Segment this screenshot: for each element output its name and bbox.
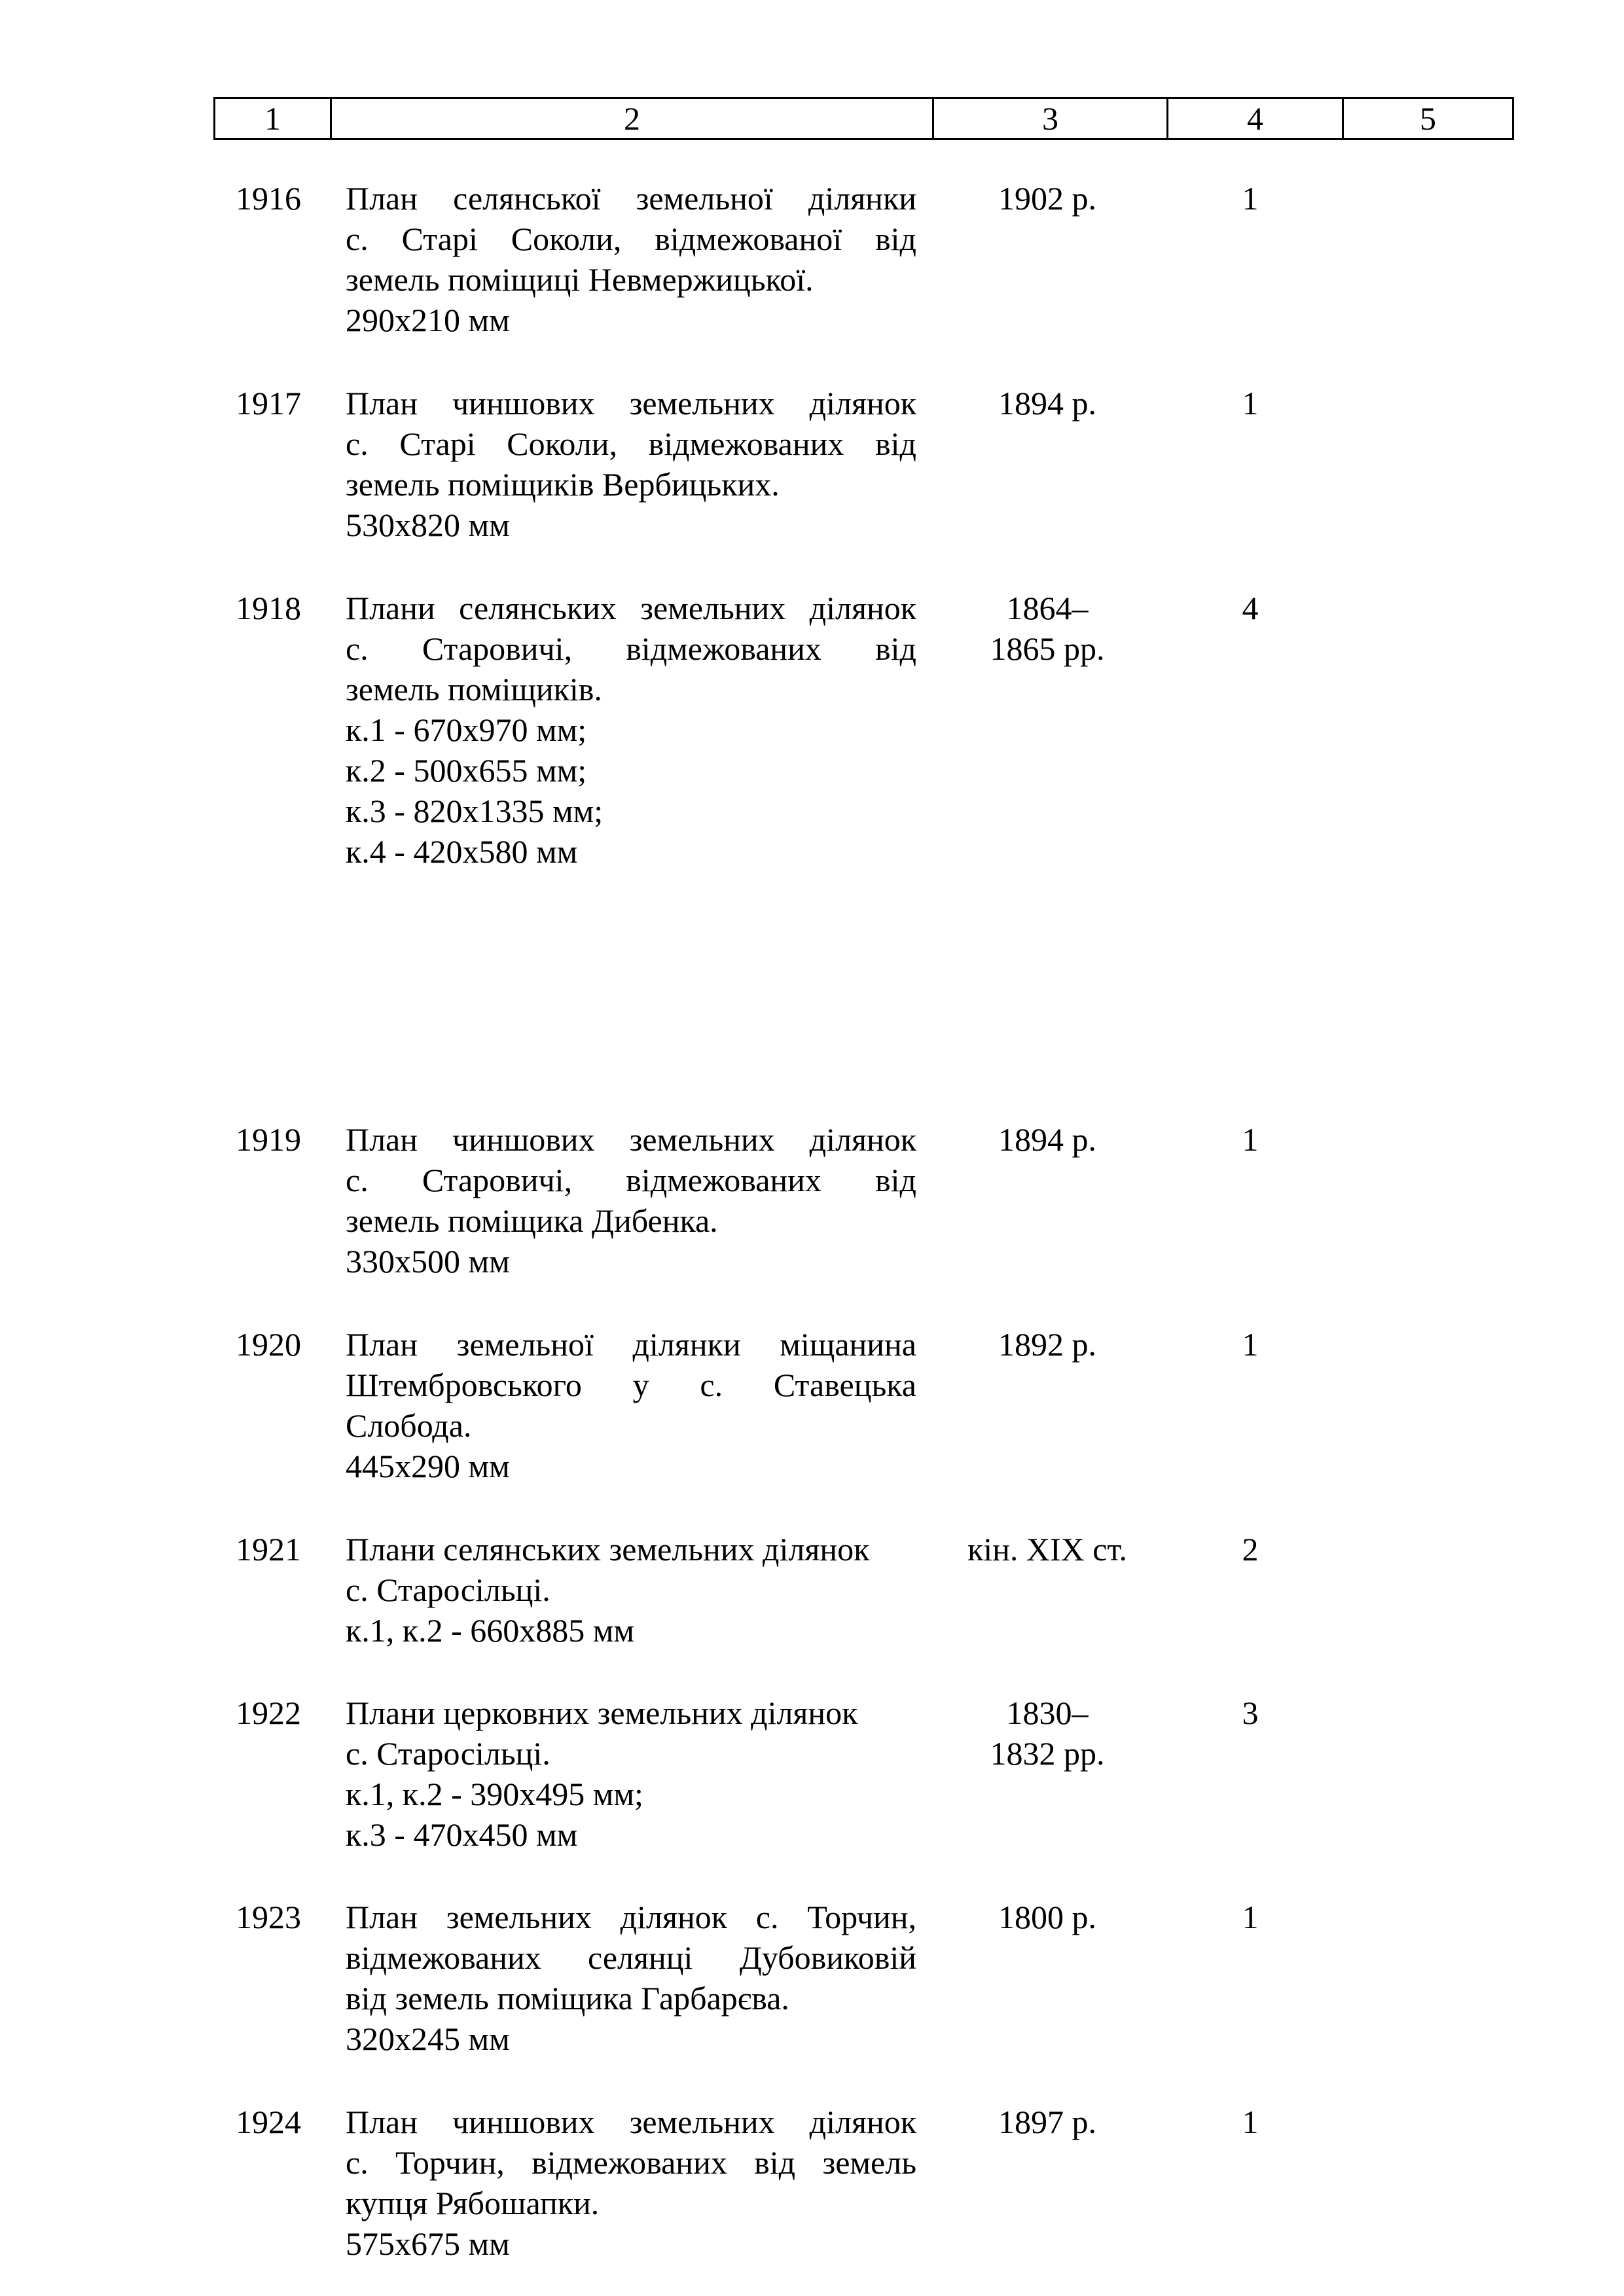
date-line: 1830– <box>1006 1695 1089 1731</box>
description-line: с. Старовичі, відмежованих від <box>346 1162 916 1198</box>
description-line: с. Старосільці. <box>346 1571 550 1608</box>
entry-sheet-count: 4 <box>1242 590 1259 626</box>
date-line: 1865 рр. <box>990 630 1105 667</box>
description-line: к.1 - 670х970 мм; <box>346 711 587 748</box>
description-line: к.2 - 500х655 мм; <box>346 752 587 789</box>
description-line: 320х245 мм <box>346 2020 510 2057</box>
description-line: План селянської земельної ділянки <box>346 180 916 217</box>
entry-description <box>346 1119 916 1282</box>
entry-date <box>936 383 1159 423</box>
description-line: купця Рябошапки. <box>346 2185 600 2221</box>
entry-date <box>936 1897 1159 1937</box>
entry-number: 1923 <box>236 1899 301 1935</box>
column-header-1: 1 <box>215 98 331 139</box>
description-line: Плани селянських земельних ділянок <box>346 1531 870 1568</box>
description-line: земель поміщика Дибенка. <box>346 1202 718 1239</box>
entry-number: 1921 <box>236 1531 301 1568</box>
entry-date <box>936 588 1159 669</box>
description-line: к.3 - 820х1335 мм; <box>346 793 604 829</box>
entry-sheet-count: 3 <box>1242 1695 1259 1731</box>
entry-sheet-count: 1 <box>1242 2104 1259 2140</box>
description-line: земель поміщиці Невмержицької. <box>346 261 814 298</box>
column-header-row <box>215 98 1513 139</box>
entry-number: 1920 <box>236 1326 301 1363</box>
column-header-table <box>213 97 1514 140</box>
entry-number: 1924 <box>236 2104 301 2140</box>
entry-description <box>346 1693 916 1855</box>
description-line: Штембровського у с. Ставецька <box>346 1367 916 1403</box>
entry-number: 1917 <box>236 385 301 422</box>
description-line: к.3 - 470х450 мм <box>346 1816 578 1853</box>
entry-number: 1916 <box>236 180 301 217</box>
description-line: План земельних ділянок с. Торчин, <box>346 1899 916 1935</box>
date-line: 1864– <box>1006 590 1089 626</box>
entry-sheet-count: 2 <box>1242 1531 1259 1568</box>
column-header-4: 4 <box>1168 98 1343 139</box>
date-line: 1832 рр. <box>990 1735 1105 1772</box>
description-line: с. Торчин, відмежованих від земель <box>346 2144 916 2181</box>
entry-description <box>346 588 916 872</box>
date-line: 1897 р. <box>998 2104 1096 2140</box>
entry-sheet-count: 1 <box>1242 385 1259 422</box>
description-line: План чиншових земельних ділянок <box>346 2104 916 2140</box>
description-line: План чиншових земельних ділянок <box>346 1121 916 1158</box>
date-line: 1894 р. <box>998 1121 1096 1158</box>
description-line: 445х290 мм <box>346 1448 510 1484</box>
date-line: 1800 р. <box>998 1899 1096 1935</box>
description-line: Плани селянських земельних ділянок <box>346 590 916 626</box>
column-header-5: 5 <box>1343 98 1513 139</box>
entry-date <box>936 178 1159 219</box>
description-line: земель поміщиків Вербицьких. <box>346 466 780 503</box>
description-line: від земель поміщика Гарбарєва. <box>346 1980 789 2017</box>
entry-number: 1922 <box>236 1695 301 1731</box>
entry-date <box>936 1119 1159 1160</box>
description-line: 290х210 мм <box>346 302 510 338</box>
column-header-3: 3 <box>933 98 1168 139</box>
description-line: План земельної ділянки міщанина <box>346 1326 916 1363</box>
description-line: с. Старосільці. <box>346 1735 550 1772</box>
entry-sheet-count: 1 <box>1242 1326 1259 1363</box>
entry-sheet-count: 1 <box>1242 1899 1259 1935</box>
description-line: к.1, к.2 - 390х495 мм; <box>346 1776 643 1812</box>
entry-sheet-count: 1 <box>1242 1121 1259 1158</box>
description-line: к.4 - 420х580 мм <box>346 833 578 870</box>
entry-date <box>936 2102 1159 2142</box>
entry-date <box>936 1324 1159 1365</box>
description-line: План чиншових земельних ділянок <box>346 385 916 422</box>
entry-description <box>346 1897 916 2059</box>
date-line: 1892 р. <box>998 1326 1096 1363</box>
date-line: кін. ХІХ ст. <box>967 1531 1128 1568</box>
description-line: 530х820 мм <box>346 507 510 543</box>
entry-description <box>346 1324 916 1486</box>
description-line: с. Старі Соколи, відмежованих від <box>346 425 916 462</box>
entry-description <box>346 1529 916 1651</box>
description-line: Слобода. <box>346 1407 472 1444</box>
date-line: 1902 р. <box>998 180 1096 217</box>
entry-date <box>936 1529 1159 1570</box>
entry-description <box>346 178 916 340</box>
description-line: земель поміщиків. <box>346 671 602 708</box>
column-header-2: 2 <box>331 98 933 139</box>
description-line: відмежованих селянці Дубовиковій <box>346 1939 916 1976</box>
description-line: 330х500 мм <box>346 1243 510 1280</box>
entry-date <box>936 1693 1159 1774</box>
entry-description <box>346 383 916 545</box>
entry-number: 1918 <box>236 590 301 626</box>
description-line: с. Старі Соколи, відмежованої від <box>346 221 916 257</box>
description-line: Плани церковних земельних ділянок <box>346 1695 858 1731</box>
description-line: с. Старовичі, відмежованих від <box>346 630 916 667</box>
description-line: 575х675 мм <box>346 2225 510 2262</box>
date-line: 1894 р. <box>998 385 1096 422</box>
entry-number: 1919 <box>236 1121 301 1158</box>
entry-sheet-count: 1 <box>1242 180 1259 217</box>
description-line: к.1, к.2 - 660х885 мм <box>346 1612 635 1649</box>
entry-description <box>346 2102 916 2264</box>
